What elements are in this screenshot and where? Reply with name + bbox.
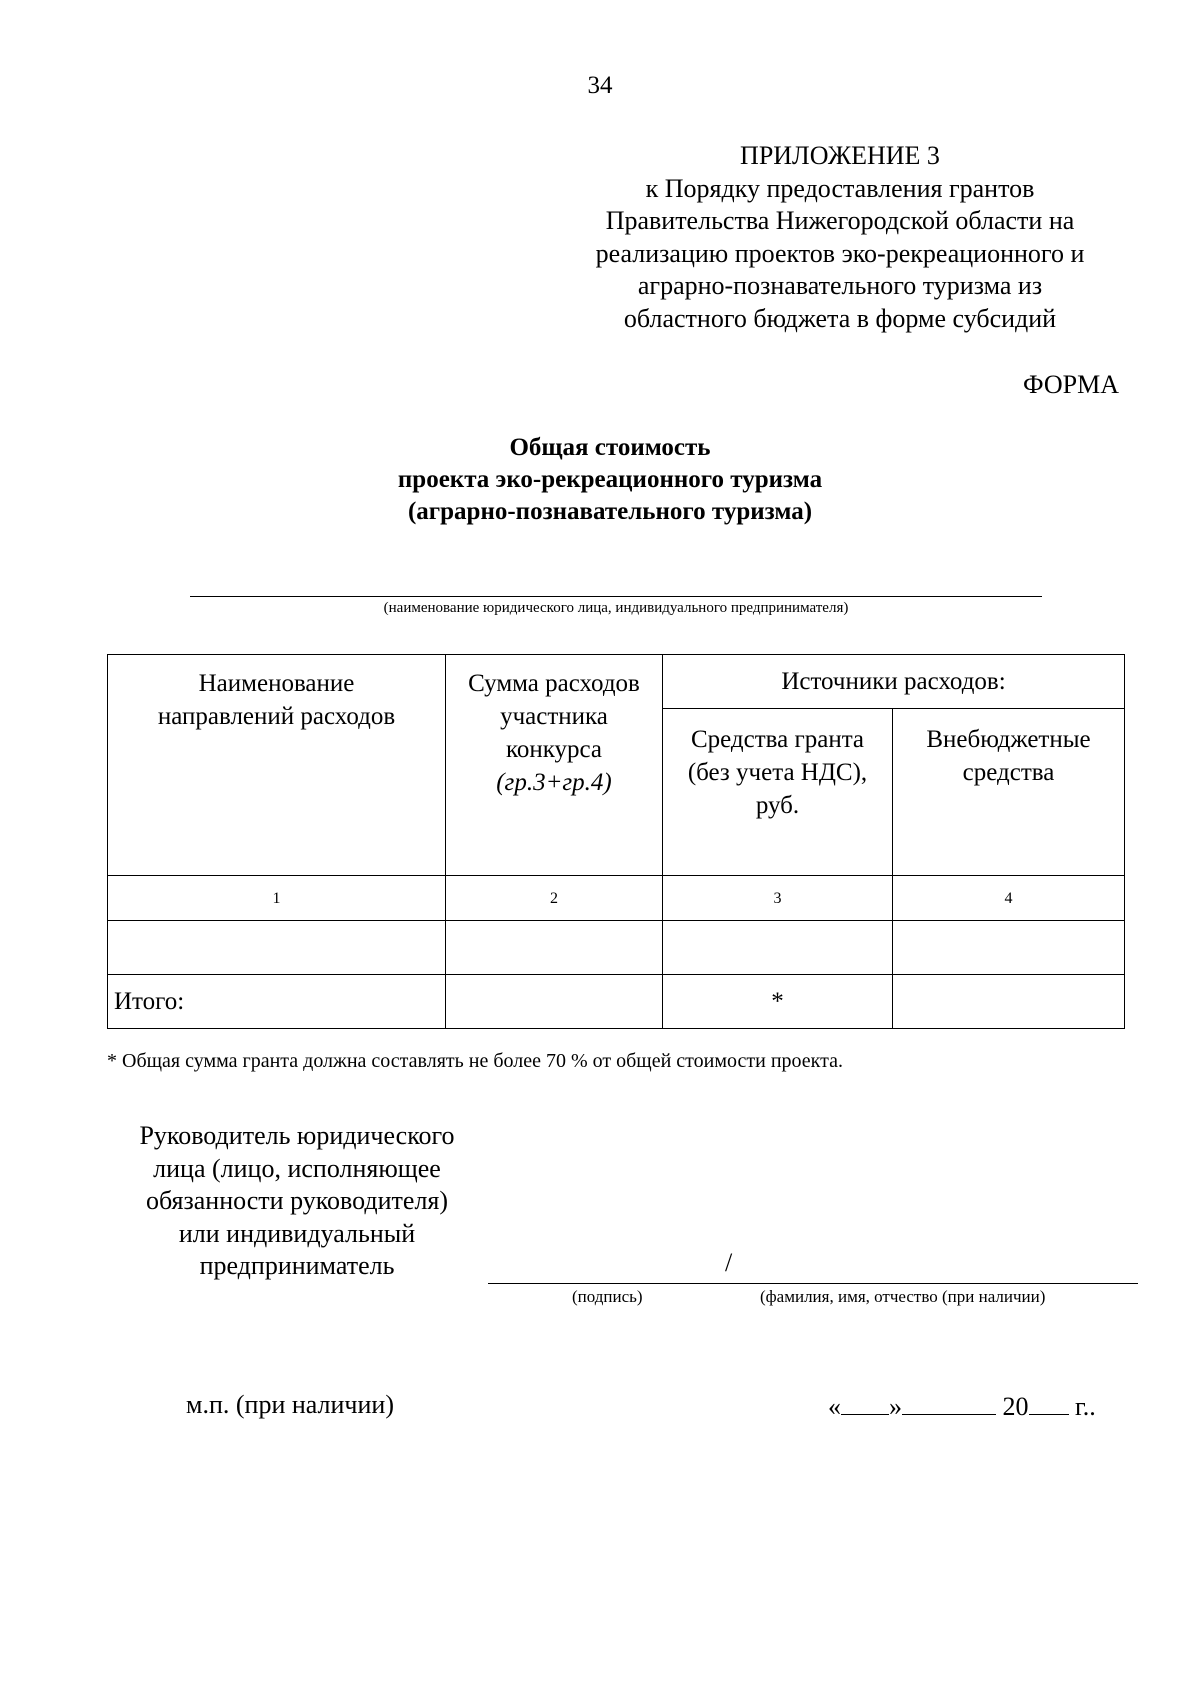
appendix-line: Правительства Нижегородской области на: [605, 206, 1075, 235]
date-month-blank[interactable]: [902, 1390, 996, 1415]
table-cell[interactable]: [893, 921, 1125, 975]
full-name-caption: (фамилия, имя, отчество (при наличии): [760, 1287, 1046, 1306]
table-cell[interactable]: [108, 921, 446, 975]
title-line: Общая стоимость: [509, 434, 711, 461]
title-line: (аграрно-познавательного туризма): [407, 498, 813, 525]
date-close-quote: »: [889, 1392, 902, 1421]
appendix-line: аграрно-познавательного туризма из: [637, 271, 1043, 300]
appendix-header: [540, 140, 1140, 335]
signature-slash: /: [725, 1248, 733, 1277]
date-day-blank[interactable]: [841, 1390, 889, 1415]
table-row: [108, 921, 1125, 975]
header-expense-sources: Источники расходов:: [663, 655, 1125, 709]
header-grant-funds: Средства гранта (без учета НДС), руб.: [663, 709, 893, 876]
column-number: 4: [893, 876, 1125, 921]
signer-line: Руководитель юридического: [139, 1121, 455, 1150]
formula-label: (гр.3+гр.4): [496, 769, 612, 796]
stamp-label: м.п. (при наличии): [186, 1390, 394, 1419]
document-title: [0, 432, 1200, 528]
entity-name-caption: (наименование юридического лица, индивидуального предпринимателя): [383, 600, 849, 616]
signer-title: [122, 1120, 472, 1283]
costs-table: [107, 654, 1125, 1029]
appendix-line: ПРИЛОЖЕНИЕ 3: [740, 141, 940, 170]
header-expense-directions: Наименование направлений расходов: [108, 655, 446, 876]
column-number: 1: [108, 876, 446, 921]
total-label: Итого:: [108, 975, 446, 1029]
form-label: ФОРМА: [1023, 370, 1119, 399]
signature-caption: (подпись): [572, 1287, 643, 1306]
date-open-quote: «: [828, 1392, 841, 1421]
column-numbers-row: [108, 876, 1125, 921]
signer-line: обязанности руководителя): [145, 1186, 449, 1215]
column-number: 3: [663, 876, 893, 921]
total-extrabudgetary-cell[interactable]: [893, 975, 1125, 1029]
page-number: 34: [587, 72, 613, 99]
entity-name-line[interactable]: [190, 596, 1042, 597]
signer-line: лица (лицо, исполняющее: [153, 1153, 441, 1183]
header-total-expenses: Сумма расходов участника конкурса (гр.3+гр.4): [446, 655, 663, 876]
signer-line: или индивидуальный: [178, 1218, 416, 1248]
total-sum-cell[interactable]: [446, 975, 663, 1029]
date-year-prefix: 20: [1002, 1392, 1029, 1421]
table-cell[interactable]: [663, 921, 893, 975]
appendix-line: к Порядку предоставления грантов: [645, 173, 1035, 203]
date-year-blank[interactable]: [1029, 1390, 1069, 1415]
date-suffix: г..: [1075, 1392, 1096, 1421]
header-extrabudgetary-funds: Внебюджетные средства: [893, 709, 1125, 876]
title-line: проекта эко-рекреационного туризма: [397, 466, 823, 493]
signer-line: предприниматель: [199, 1251, 395, 1280]
appendix-line: областного бюджета в форме субсидий: [623, 303, 1057, 333]
column-number: 2: [446, 876, 663, 921]
signature-line[interactable]: [488, 1283, 1138, 1284]
appendix-line: реализацию проектов эко-рекреационного и: [595, 238, 1085, 268]
total-row: [108, 975, 1125, 1029]
date-field: [828, 1390, 1096, 1422]
table-cell[interactable]: [446, 921, 663, 975]
footnote: * Общая сумма гранта должна составлять не более 70 % от общей стоимости проекта.: [107, 1050, 843, 1072]
total-grant-cell[interactable]: *: [663, 975, 893, 1029]
